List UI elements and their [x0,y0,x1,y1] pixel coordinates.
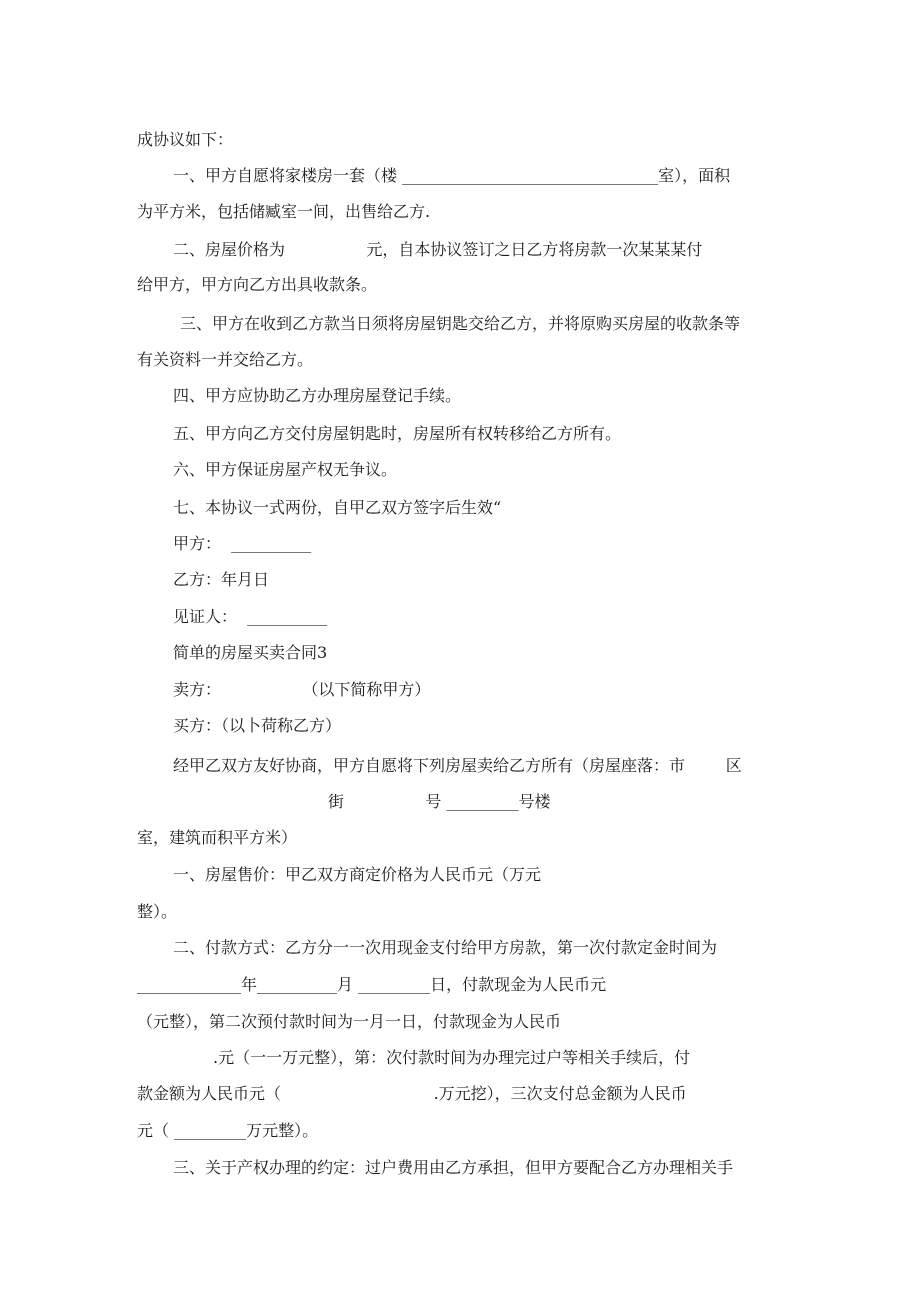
section-title: 简单的房屋买卖合同3 [173,643,328,662]
text-line: 三、甲方在收到乙方款当日须将房屋钥匙交给乙方，并将原购买房屋的收款条等 [180,314,741,333]
text-line: 成协议如下： [137,130,234,149]
signature-line-party-b: 乙方：年月日 [173,570,270,589]
text-line: .元（一一万元整），第：次付款时间为办理完过户等相关手续后，付 [213,1048,691,1067]
text-line: 六、甲方保证房屋产权无争议。 [173,460,398,479]
text-line: 经甲乙双方友好协商，甲方自愿将下列房屋卖给乙方所有（房屋座落：市 区 [173,756,742,775]
text-line: _____________年__________月 _________日，付款现金为人民币元 [137,975,607,994]
text-line: 街 号 _________号楼 [328,792,551,811]
text-line: 有关资料一并交给乙方。 [137,350,314,369]
text-line: 三、关于产权办理的约定：过户费用由乙方承担，但甲方要配合乙方办理相关手 [173,1158,734,1177]
text-line: 二、房屋价格为 元，自本协议签订之日乙方将房款一次某某某付 [173,240,703,259]
text-line: 整）。 [137,902,178,921]
text-line: 给甲方，甲方向乙方出具收款条。 [137,275,378,294]
text-line: 一、甲方自愿将家楼房一套（楼 ________________________________室），面积 [173,166,731,185]
text-line: 为平方米，包括储臧室一间，出售给乙方. [137,202,431,221]
text-line: 买方：（以卜荷称乙方） [173,716,342,735]
text-line: 卖方： （以下简称甲方） [173,680,431,699]
text-line: （元整），第二次预付款时间为一月一日，付款现金为人民币 [137,1012,562,1031]
text-line: 一、房屋售价：甲乙双方商定价格为人民币元（万元 [173,865,542,884]
text-line: 室，建筑而积平方米） [137,828,298,847]
text-line: 五、甲方向乙方交付房屋钥匙时，房屋所有权转移给乙方所有。 [173,424,622,443]
signature-line-witness: 见证人： __________ [173,607,328,626]
text-line: 七、本协议一式两份，自甲乙双方签字后生效“ [173,498,502,517]
signature-line-party-a: 甲方： __________ [173,534,312,553]
text-line: 二、付款方式：乙方分一一次用现金支付给甲方房款，第一次付款定金时间为 [173,938,718,957]
text-line: 款金额为人民币元（ .万元挖），三次支付总金额为人民币 [137,1084,687,1103]
text-line: 元（ _________万元整）。 [137,1121,319,1140]
text-line: 四、甲方应协助乙方办理房屋登记手续。 [173,386,462,405]
